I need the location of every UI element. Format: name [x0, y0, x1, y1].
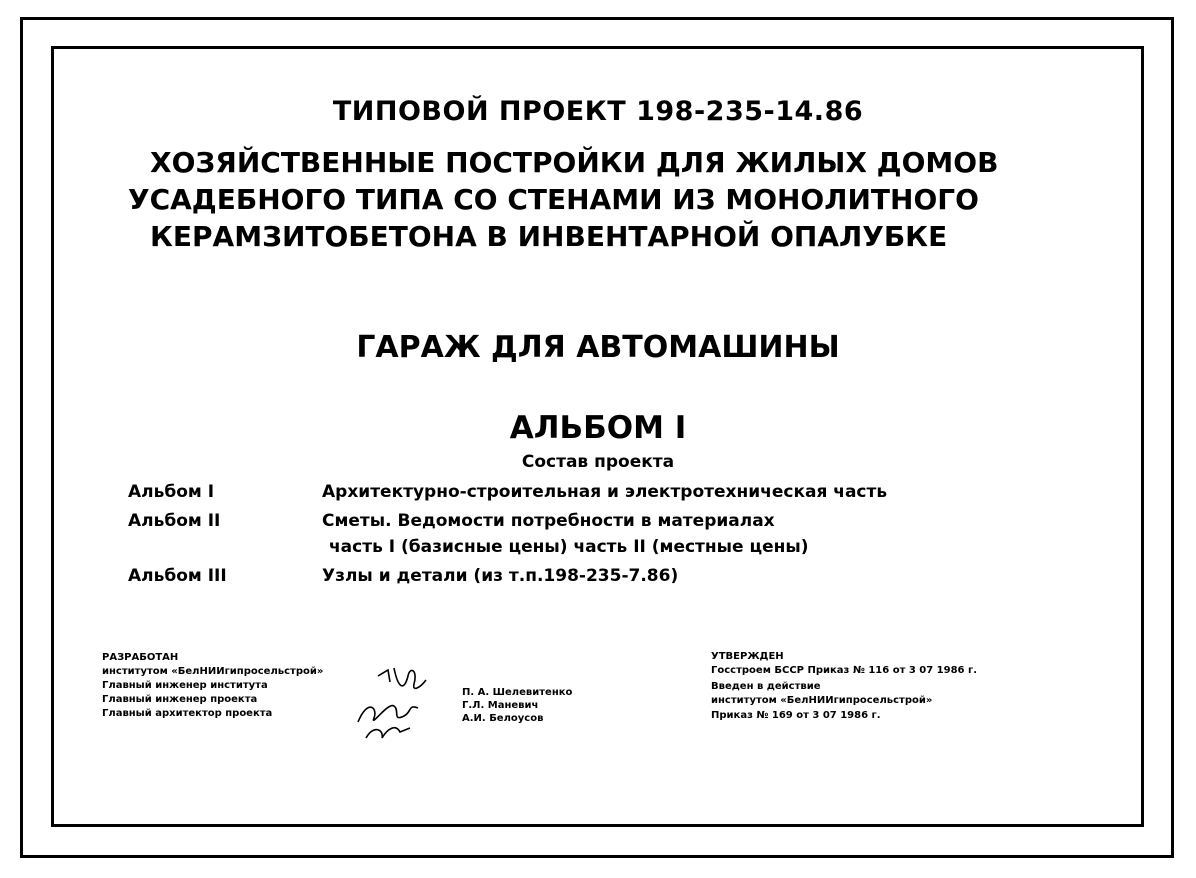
role-3: Главный архитектор проекта — [102, 708, 273, 719]
developed-institute: институтом «БелНИИгипросельстрой» — [102, 666, 324, 677]
approved-line-4: Приказ № 169 от 3 07 1986 г. — [711, 710, 881, 721]
role-1: Главный инженер института — [102, 680, 268, 691]
album-title: АЛЬБОМ I — [509, 410, 687, 446]
album-3-desc: Узлы и детали (из т.п.198-235-7.86) — [322, 566, 679, 586]
title-line-2: УСАДЕБНОГО ТИПА СО СТЕНАМИ ИЗ МОНОЛИТНОГО — [128, 183, 979, 216]
album-1-desc: Архитектурно-строительная и электротехническая часть — [322, 482, 888, 502]
name-3: А.И. Белоусов — [462, 713, 544, 724]
album-2-label: Альбом II — [128, 511, 221, 531]
approved-heading: УТВЕРЖДЕН — [711, 651, 784, 662]
approved-line-3: институтом «БелНИИгипросельстрой» — [711, 695, 933, 706]
name-1: П. А. Шелевитенко — [462, 687, 573, 698]
title-line-3: КЕРАМЗИТОБЕТОНА В ИНВЕНТАРНОЙ ОПАЛУБКЕ — [150, 220, 948, 253]
approved-line-1: Госстроем БССР Приказ № 116 от 3 07 1986 г. — [711, 665, 978, 676]
album-2-desc: Сметы. Ведомости потребности в материалах — [322, 511, 775, 531]
object-title: ГАРАЖ ДЛЯ АВТОМАШИНЫ — [356, 330, 840, 365]
composition-heading: Состав проекта — [521, 452, 675, 472]
album-1-label: Альбом I — [128, 482, 215, 502]
approved-line-2: Введен в действие — [711, 681, 821, 692]
signatures — [348, 658, 458, 748]
project-number: ТИПОВОЙ ПРОЕКТ 198-235-14.86 — [332, 96, 864, 127]
developer-names — [462, 686, 572, 725]
name-2: Г.Л. Маневич — [462, 700, 539, 711]
developed-heading: РАЗРАБОТАН — [102, 652, 179, 663]
title-line-1: ХОЗЯЙСТВЕННЫЕ ПОСТРОЙКИ ДЛЯ ЖИЛЫХ ДОМОВ — [150, 146, 999, 179]
album-3-label: Альбом III — [128, 566, 227, 586]
album-2-desc-2: часть I (базисные цены) часть II (местные цены) — [329, 537, 809, 557]
role-2: Главный инженер проекта — [102, 694, 258, 705]
